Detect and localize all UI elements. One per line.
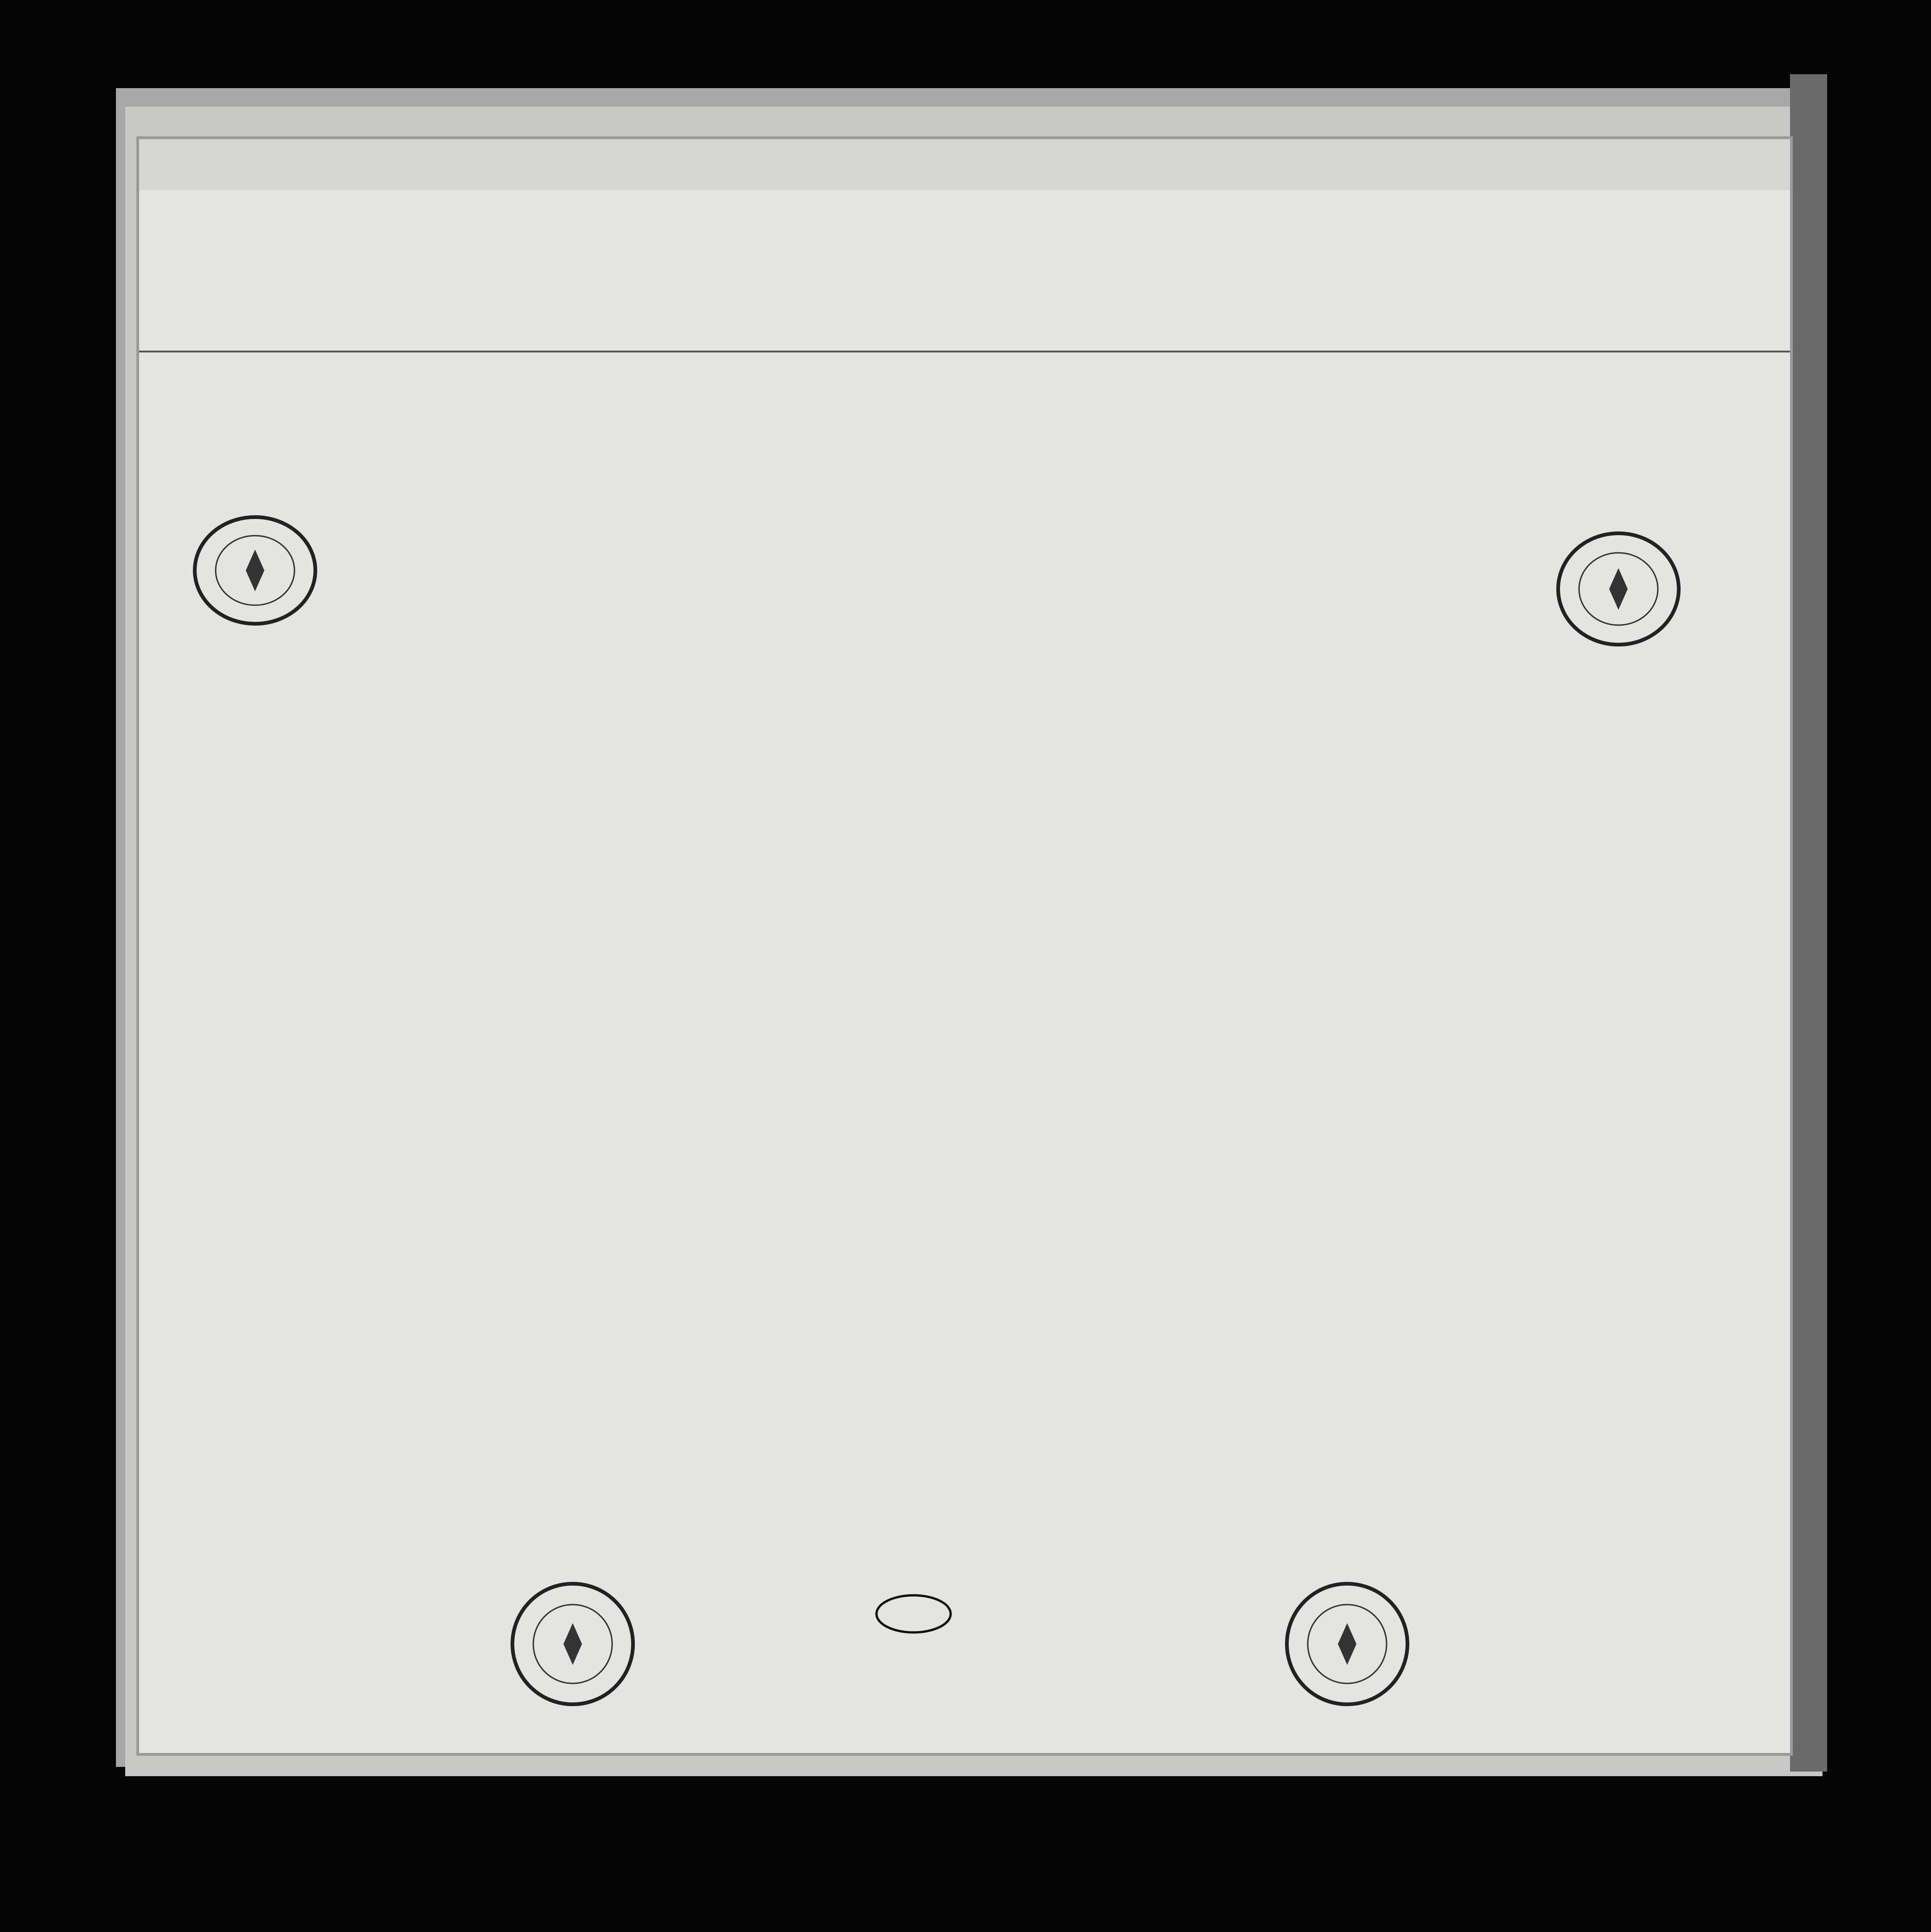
consulate-seal-bottom-left bbox=[505, 1577, 640, 1711]
consulate-seal-bottom-right bbox=[1280, 1577, 1414, 1711]
consulate-seal-upper bbox=[185, 510, 325, 631]
footer-count-circle bbox=[872, 1591, 955, 1637]
consulate-seal-right bbox=[1549, 529, 1688, 649]
